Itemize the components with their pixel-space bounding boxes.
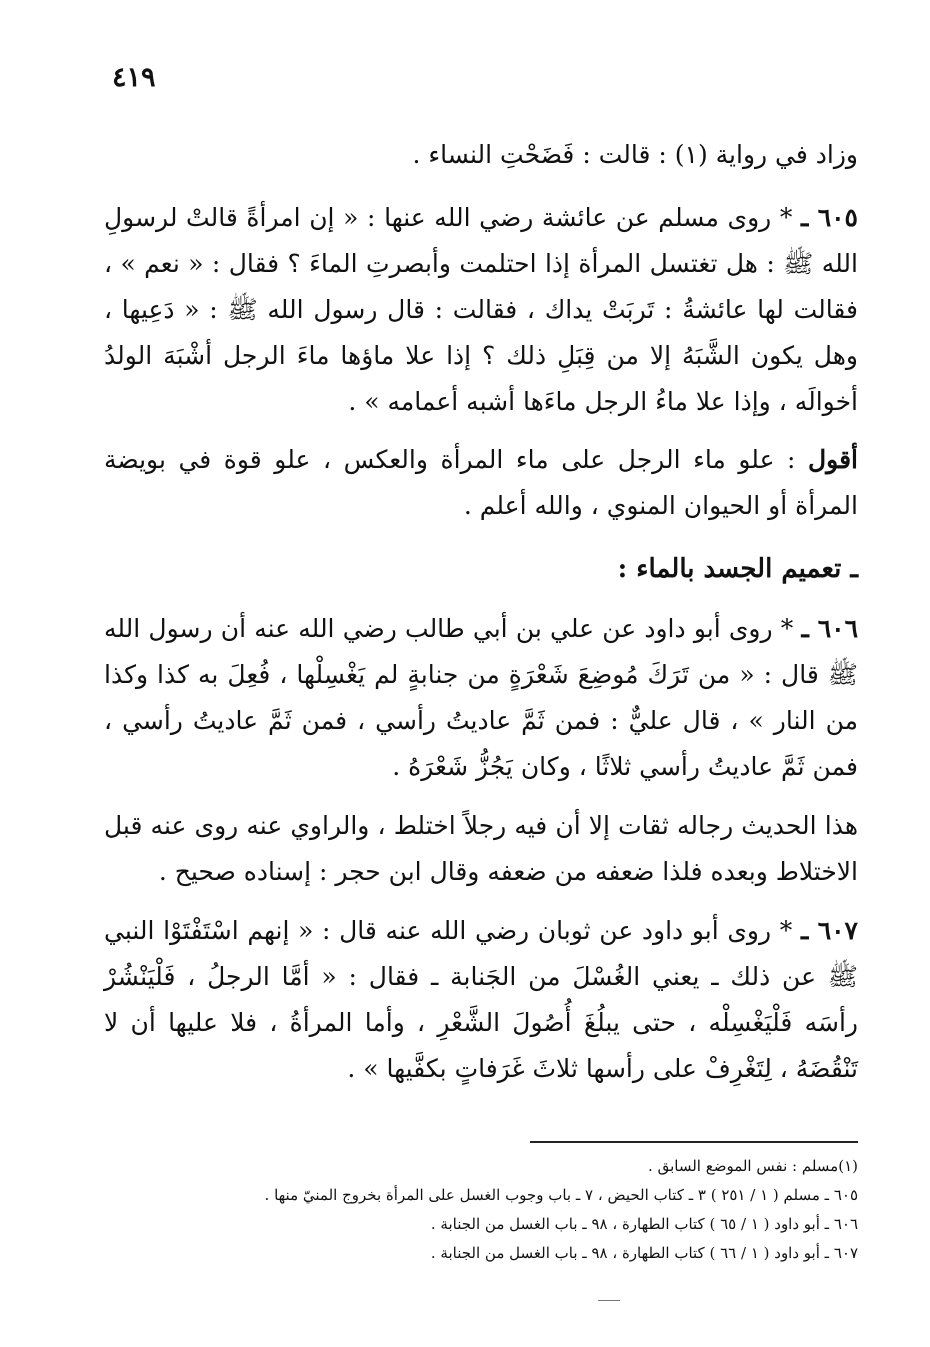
footnotes — [104, 1152, 858, 1268]
hadith-606-number: ٦٠٦ ـ — [801, 614, 859, 643]
comment-2-text: هذا الحديث رجاله ثقات إلا أن فيه رجلاً اختلط ، والراوي عنه روى عنه قبل الاختلاط وبعده فلذا ضعفه من ضعفه وقال ابن حجر : إسناده صحيح . — [104, 811, 858, 886]
comment-2 — [104, 803, 858, 895]
footnote-separator — [530, 1141, 858, 1143]
comment-1-label: أقول — [808, 445, 858, 474]
footnote-1: (١)مسلم : نفس الموضع السابق . — [648, 1157, 858, 1175]
page-bottom-mark — [598, 1300, 620, 1301]
intro-text: وزاد في رواية (١) : قالت : فَضَحْتِ النساء . — [412, 140, 858, 169]
hadith-605 — [104, 195, 858, 425]
footnote-605: ٦٠٥ ـ مسلم ( ١ / ٢٥١ ) ٣ ـ كتاب الحيض ، ٧ ـ باب وجوب الغسل على المرأة بخروج المنيّ منها . — [264, 1186, 858, 1204]
hadith-605-text: * روى مسلم عن عائشة رضي الله عنها : « إن امرأةً قالتْ لرسولِ الله ﷺ : هل تغتسل المرأة إذا احتلمت وأبصرتِ الماءَ ؟ فقال : « نعم » ، فقالت لها عائشةُ : تَربَتْ يداك ، فقالت : قال رسول الله ﷺ : « دَعِيها ، وهل يكون الشَّبَهُ إلا من قِبَلِ ذلك ؟ إذا علا ماؤها ماءَ الرجل أشْبَهَ الولدُ أخوالَه ، وإذا علا ماءُ الرجل ماءَها أشبه أعمامه » . — [104, 203, 858, 416]
hadith-607-text: * روى أبو داود عن ثوبان رضي الله عنه قال : « إنهم اسْتَفْتَوْا النبي ﷺ عن ذلك ـ يعني الغُسْلَ من الجَنابة ـ فقال : « أمَّا الرجلُ ، فَلْيَنْشُرْ رأسَه فَلْيَغْسِلْه ، حتى يبلُغَ أُصُولَ الشَّعْرِ ، وأما المرأةُ ، فلا عليها أن لا تَنْقُضَهُ ، لِتَغْرِفْ على رأسها ثلاثَ غَرَفاتٍ بكفَّيها » . — [104, 916, 858, 1083]
section-heading: ـ تعميم الجسد بالماء : — [617, 554, 858, 584]
page-number: ٤١٩ — [112, 62, 156, 93]
intro-paragraph — [104, 132, 858, 178]
footnote-607: ٦٠٧ ـ أبو داود ( ١ / ٦٦ ) كتاب الطهارة ، ٩٨ ـ باب الغسل من الجنابة . — [430, 1244, 858, 1262]
hadith-607 — [104, 908, 858, 1092]
hadith-606-text: * روى أبو داود عن علي بن أبي طالب رضي الله عنه أن رسول الله ﷺ قال : « من تَرَكَ مُوضِعَ شَعْرَةٍ من جنابةٍ لم يَغْسِلْها ، فُعِلَ به كذا وكذا من النار » ، قال عليٌّ : فمن ثَمَّ عاديتُ رأسي ، فمن ثَمَّ عاديتُ رأسي ، فمن ثَمَّ عاديتُ رأسي ثلاثًا ، وكان يَجُزُّ شَعْرَهُ . — [104, 614, 858, 781]
hadith-605-number: ٦٠٥ ـ — [801, 203, 858, 232]
hadith-606 — [104, 606, 858, 790]
hadith-606-paragraph — [104, 606, 858, 790]
comment-1-paragraph — [104, 437, 858, 529]
comment-1-text: : علو ماء الرجل على ماء المرأة والعكس ، علو قوة في بويضة المرأة أو الحيوان المنوي ، والله أعلم . — [104, 445, 858, 520]
hadith-605-paragraph — [104, 195, 858, 425]
hadith-607-number: ٦٠٧ ـ — [800, 916, 858, 945]
hadith-607-paragraph — [104, 908, 858, 1092]
footnote-606: ٦٠٦ ـ أبو داود ( ١ / ٦٥ ) كتاب الطهارة ، ٩٨ ـ باب الغسل من الجنابة . — [430, 1215, 858, 1233]
section-heading-block — [104, 546, 858, 592]
comment-1 — [104, 437, 858, 529]
